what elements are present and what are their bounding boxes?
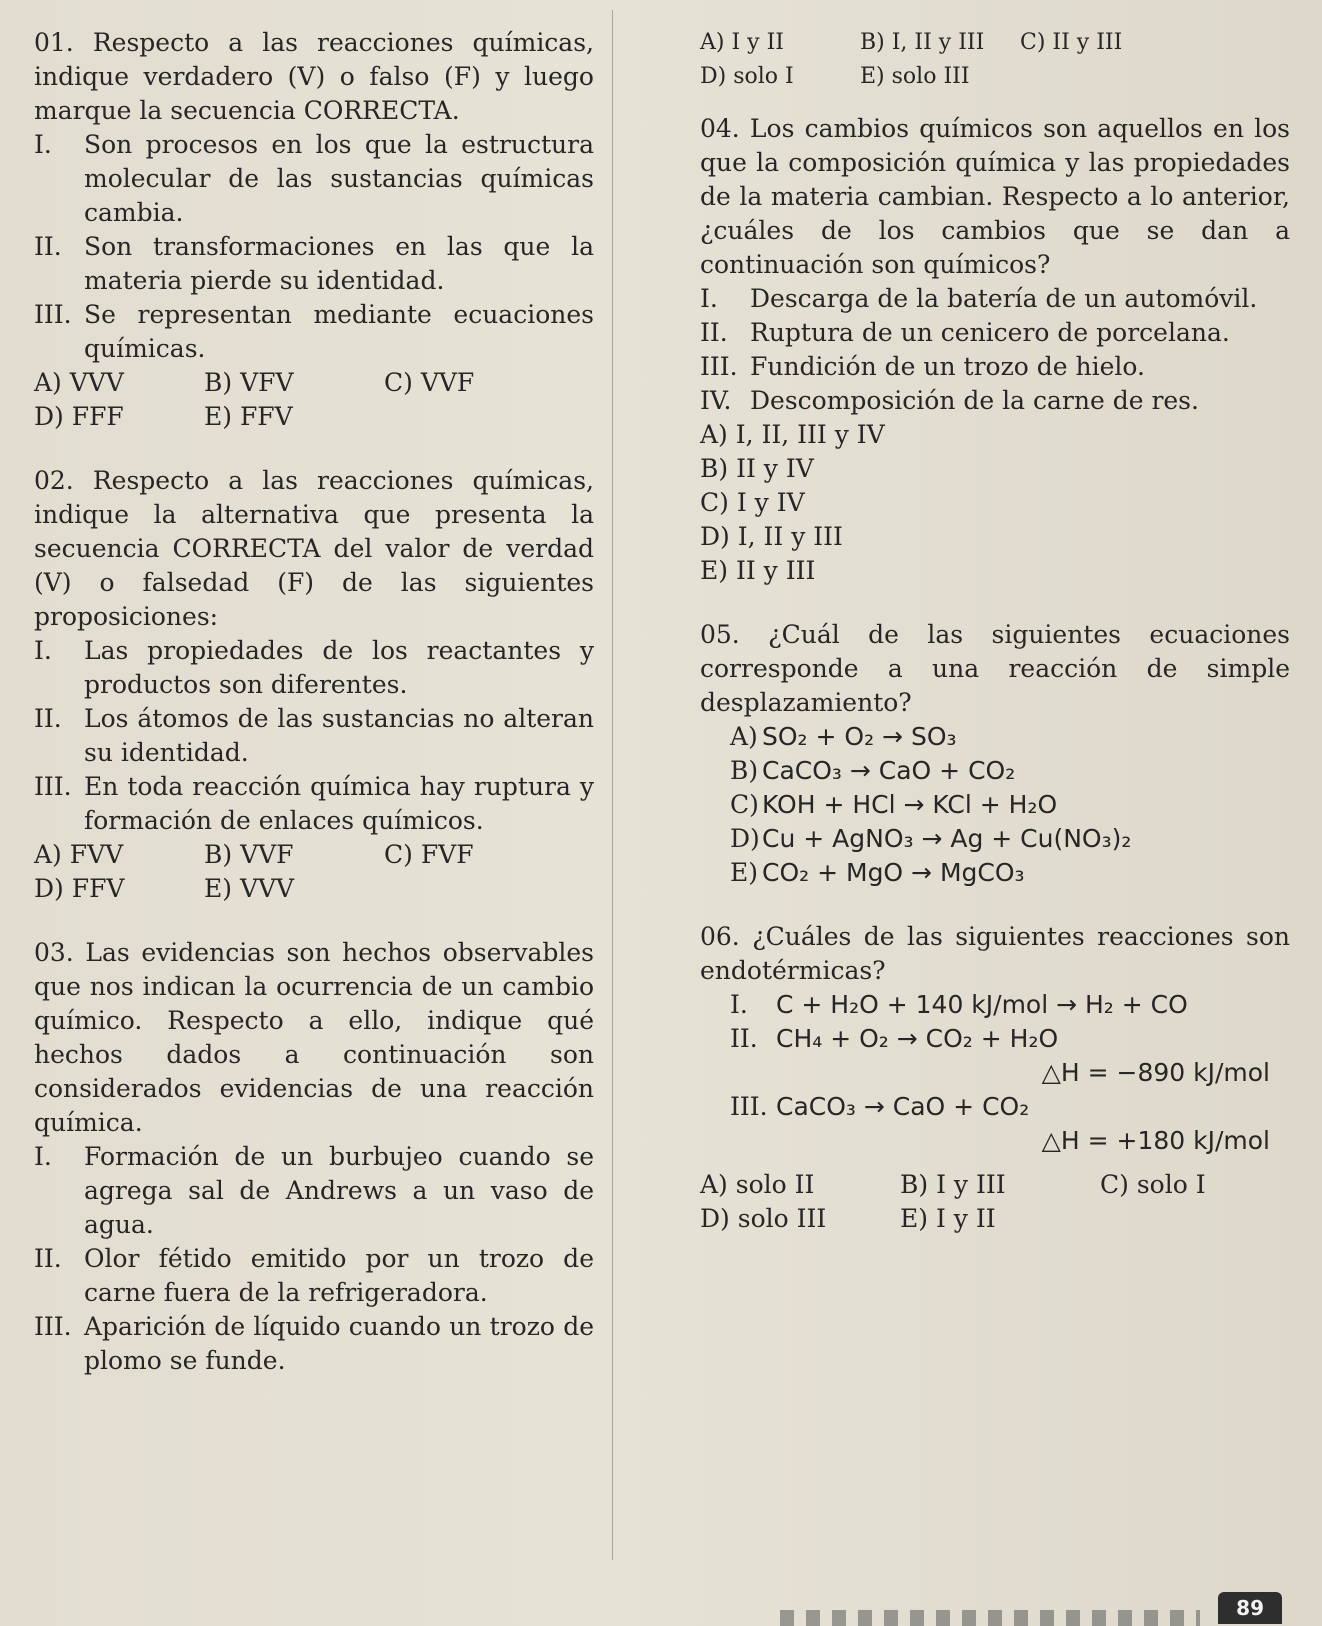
question-01-item-3 <box>34 298 594 366</box>
column-divider <box>612 10 613 1560</box>
option-d[interactable]: D) I, II y III <box>700 522 843 551</box>
option-a[interactable]: A) solo II <box>700 1170 815 1199</box>
question-01-text: 01. Respecto a las reacciones químicas, indique verdadero (V) o falso (F) y luego marque la secuencia CORRECTA. <box>34 28 594 125</box>
item-text: Aparición de líquido cuando un trozo de plomo se funde. <box>84 1312 594 1375</box>
question-02 <box>34 464 594 906</box>
option-a[interactable]: A) VVV <box>34 368 124 397</box>
item-text: Son transformaciones en las que la materia pierde su identidad. <box>84 232 594 295</box>
item-number: III. <box>34 300 72 329</box>
reaction-label: I. <box>730 990 748 1019</box>
option-e[interactable]: E) FFV <box>204 402 293 431</box>
equation-c[interactable] <box>700 788 1290 822</box>
question-03-options <box>700 26 1290 94</box>
item-number: I. <box>34 636 52 665</box>
equation-text: KOH + HCl → KCl + H₂O <box>762 790 1058 819</box>
question-02-item-2 <box>34 702 594 770</box>
item-number: III. <box>34 772 72 801</box>
question-05 <box>700 618 1290 890</box>
equation-e[interactable] <box>700 856 1290 890</box>
item-text: En toda reacción química hay ruptura y formación de enlaces químicos. <box>84 772 594 835</box>
option-b[interactable]: B) VFV <box>204 368 294 397</box>
item-text: Descarga de la batería de un automóvil. <box>750 284 1258 313</box>
option-a[interactable]: A) I y II <box>700 30 784 55</box>
option-d[interactable]: D) solo I <box>700 64 794 89</box>
question-06-text: 06. ¿Cuáles de las siguientes reacciones son endotérmicas? <box>700 922 1290 985</box>
reaction-2 <box>700 1022 1290 1056</box>
reaction-3-enthalpy: △H = +180 kJ/mol <box>1041 1126 1270 1155</box>
question-04-item-2 <box>700 316 1290 350</box>
option-b[interactable]: B) VVF <box>204 840 294 869</box>
item-text: Olor fétido emitido por un trozo de carne fuera de la refrigeradora. <box>84 1244 594 1307</box>
page-number: 89 <box>1218 1592 1282 1624</box>
option-d[interactable]: D) solo III <box>700 1204 827 1233</box>
option-c[interactable]: C) II y III <box>1020 30 1123 55</box>
reaction-text: CaCO₃ → CaO + CO₂ <box>776 1092 1030 1121</box>
question-03-item-2 <box>34 1242 594 1310</box>
item-number: II. <box>34 232 62 261</box>
reaction-text: C + H₂O + 140 kJ/mol → H₂ + CO <box>776 990 1188 1019</box>
question-01-options-row2 <box>34 400 594 434</box>
reaction-text: CH₄ + O₂ → CO₂ + H₂O <box>776 1024 1059 1053</box>
option-e[interactable]: E) solo III <box>860 64 970 89</box>
option-a[interactable]: A) I, II, III y IV <box>700 420 885 449</box>
question-01-item-1 <box>34 128 594 230</box>
option-e[interactable]: E) I y II <box>900 1204 996 1233</box>
item-text: Fundición de un trozo de hielo. <box>750 352 1145 381</box>
option-b[interactable]: B) I, II y III <box>860 30 985 55</box>
question-04-options <box>700 418 1290 588</box>
right-column <box>700 26 1290 1236</box>
option-b[interactable]: B) II y IV <box>700 454 814 483</box>
option-d[interactable]: D) FFV <box>34 874 125 903</box>
question-06-options <box>700 1168 1290 1202</box>
item-number: II. <box>34 704 62 733</box>
question-05-text: 05. ¿Cuál de las siguientes ecuaciones corresponde a una reacción de simple desplazamiento? <box>700 620 1290 717</box>
option-d[interactable]: D) FFF <box>34 402 124 431</box>
option-c[interactable]: C) FVF <box>384 840 474 869</box>
reaction-2-enthalpy: △H = −890 kJ/mol <box>1041 1058 1270 1087</box>
question-02-options <box>34 838 594 872</box>
option-b[interactable]: B) I y III <box>900 1170 1006 1199</box>
option-label: B) <box>730 756 759 785</box>
equation-text: Cu + AgNO₃ → Ag + Cu(NO₃)₂ <box>762 824 1132 853</box>
question-04 <box>700 112 1290 588</box>
reaction-3 <box>700 1090 1290 1124</box>
item-text: Descomposición de la carne de res. <box>750 386 1199 415</box>
option-c[interactable]: C) solo I <box>1100 1170 1206 1199</box>
question-06 <box>700 920 1290 1236</box>
question-02-item-3 <box>34 770 594 838</box>
question-04-item-1 <box>700 282 1290 316</box>
question-04-item-3 <box>700 350 1290 384</box>
equation-text: SO₂ + O₂ → SO₃ <box>762 722 957 751</box>
item-text: Las propiedades de los reactantes y productos son diferentes. <box>84 636 594 699</box>
option-label: E) <box>730 858 759 887</box>
item-number: I. <box>34 130 52 159</box>
option-c[interactable]: C) VVF <box>384 368 475 397</box>
option-label: A) <box>730 722 758 751</box>
question-02-text: 02. Respecto a las reacciones químicas, indique la alternativa que presenta la secuencia CORRECTA del valor de verdad (V) o falsedad (F) de las siguientes proposiciones: <box>34 466 594 631</box>
equation-a[interactable] <box>700 720 1290 754</box>
question-01-options <box>34 366 594 400</box>
question-01 <box>34 26 594 434</box>
reaction-label: III. <box>730 1092 768 1121</box>
item-number: III. <box>34 1312 72 1341</box>
item-text: Ruptura de un cenicero de porcelana. <box>750 318 1230 347</box>
item-number: III. <box>700 352 738 381</box>
question-01-item-2 <box>34 230 594 298</box>
item-number: IV. <box>700 386 732 415</box>
question-03 <box>34 936 594 1378</box>
item-text: Son procesos en los que la estructura molecular de las sustancias químicas cambia. <box>84 130 594 227</box>
item-text: Se representan mediante ecuaciones químicas. <box>84 300 594 363</box>
option-c[interactable]: C) I y IV <box>700 488 805 517</box>
left-column <box>34 26 594 1378</box>
equation-text: CO₂ + MgO → MgCO₃ <box>762 858 1025 887</box>
equation-b[interactable] <box>700 754 1290 788</box>
question-03-item-1 <box>34 1140 594 1242</box>
question-03-item-3 <box>34 1310 594 1378</box>
item-text: Los átomos de las sustancias no alteran su identidad. <box>84 704 594 767</box>
item-number: II. <box>34 1244 62 1273</box>
option-label: D) <box>730 824 760 853</box>
question-06-options-row2 <box>700 1202 1290 1236</box>
equation-text: CaCO₃ → CaO + CO₂ <box>762 756 1016 785</box>
option-a[interactable]: A) FVV <box>34 840 124 869</box>
item-number: I. <box>34 1142 52 1171</box>
option-label: C) <box>730 790 759 819</box>
question-02-item-1 <box>34 634 594 702</box>
question-03-text: 03. Las evidencias son hechos observables que nos indican la ocurrencia de un cambio químico. Respecto a ello, indique qué hechos dados a continuación son considerados evidencias de una reacción química. <box>34 938 594 1137</box>
item-text: Formación de un burbujeo cuando se agrega sal de Andrews a un vaso de agua. <box>84 1142 594 1239</box>
option-e[interactable]: E) VVV <box>204 874 295 903</box>
item-number: II. <box>700 318 728 347</box>
question-04-text: 04. Los cambios químicos son aquellos en los que la composición química y las propiedades de la materia cambian. Respecto a lo anterior, ¿cuáles de los cambios que se dan a continuación son químicos? <box>700 114 1290 279</box>
item-number: I. <box>700 284 718 313</box>
question-04-item-4 <box>700 384 1290 418</box>
reaction-1 <box>700 988 1290 1022</box>
equation-d[interactable] <box>700 822 1290 856</box>
option-e[interactable]: E) II y III <box>700 556 816 585</box>
page-edge-ticks <box>780 1610 1200 1626</box>
question-02-options-row2 <box>34 872 594 906</box>
reaction-label: II. <box>730 1024 758 1053</box>
